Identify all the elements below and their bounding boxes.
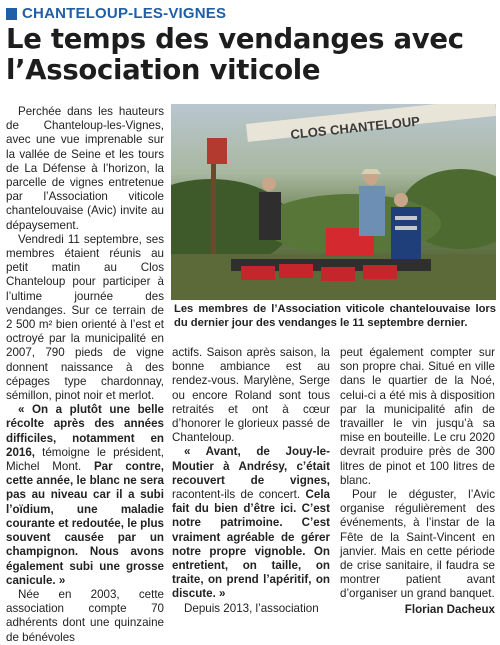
paragraph: Née en 2003, cette association compte 70 adhérents dont une quinzaine de bénévoles (6, 587, 164, 644)
article-column-1 (6, 105, 164, 645)
paragraph: peut également compter sur son propre chai. Situé en ville dans le quartier de la Noé, celui-ci a été mis à disposition par la municipalité afin de travailler le vin jusqu’à sa mise en bouteille. Le cru 2020 devrait produire près de 300 litres de pinot et 100 litres de blanc. (340, 346, 495, 487)
paragraph: Pour le déguster, l’Avic organise régulièrement des événements, à l’instar de la Fête de la Saint-Vincent en janvier. Mais en cette période de crise sanitaire, il faudra se montrer patient avant d’organiser un grand banquet. (340, 488, 495, 601)
paragraph: actifs. Saison après saison, la bonne ambiance est au rendez-vous. Marylène, Serge ou encore Roland sont tous retraités et ont à cœur d’honorer le glorieux passé de Chanteloup. (172, 346, 330, 445)
quote-paragraph (172, 445, 330, 601)
paragraph: Depuis 2013, l’association (184, 601, 319, 615)
paragraph: Perchée dans les hauteurs de Chanteloup-les-Vignes, avec une vue imprenable sur la vallée de Seine et les tours de La Défense à l’horizon, la parcelle de vignes entretenue par l’Association viticole chantelouvaise (Avic) invite au dépaysement. (6, 105, 164, 232)
author-byline: Florian Dacheux (404, 602, 495, 616)
article-photo (171, 104, 496, 300)
quote-text: « On a plutôt une belle récolte après des années difficiles, notamment en 2016, (6, 403, 164, 459)
attribution-text: témoigne le président, Michel Mont. (6, 445, 164, 474)
article-column-2 (172, 346, 330, 616)
paragraph: Vendredi 11 septembre, ses membres étaient réunis au petit matin au Clos Chanteloup pour participer à l’ultime journée des vendanges. Sur ce terrain de 2 500 m² bien orienté à l’est et octroyé par la municipalité en 2007, 790 pieds de vigne donnent naissance à des cépages type chardonnay, sémillon, pinot noir et merlot. (6, 232, 164, 403)
kicker-square-icon (6, 8, 17, 20)
section-kicker (6, 5, 226, 22)
vineyard-photo-illustration (171, 104, 496, 300)
article-headline: Le temps des vendanges avec l’Association viticole (6, 23, 464, 86)
article-column-3 (340, 346, 495, 617)
quote-text: « Avant, de Jouy-le-Moutier à Andrésy, c’était recouvert de vignes, (172, 445, 330, 487)
photo-caption: Les membres de l’Association viticole chantelouvaise lors du dernier jour des vendanges le 11 septembre dernier. (174, 303, 496, 329)
kicker-label: CHANTELOUP-LES-VIGNES (22, 5, 227, 22)
photo-sign-text: CLOS CHANTELOUP (289, 113, 421, 142)
quote-text: Par contre, cette année, le blanc ne sera pas au niveau car il a subi l’oïdium, une maladie courante et redoutée, le plus souvent causée par un champignon. Nous avons également subi une grosse canicule. » (6, 460, 164, 587)
quote-paragraph (6, 403, 164, 588)
quote-text: Cela fait du bien d’être ici. C’est notre patrimoine. C’est vraiment agréable de gérer notre propre vignoble. On entretient, on taille, on traite, on prend l’apéritif, on discute. » (172, 488, 330, 601)
attribution-text: racontent-ils de concert. (172, 488, 301, 502)
